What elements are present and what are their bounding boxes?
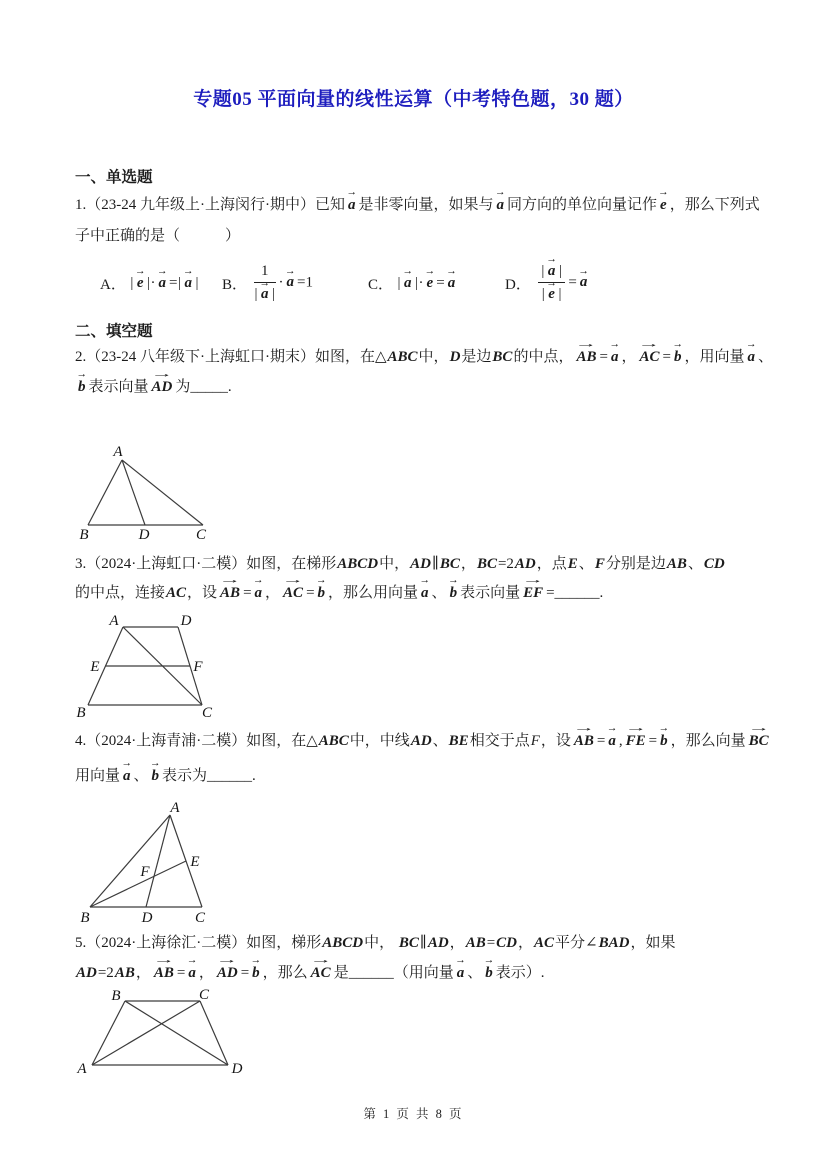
- question-1-line-2: 子中正确的是（ ）: [75, 228, 241, 244]
- question-1-line-1: 1.（23-24 九年级上·上海闵行·期中）已知 → a 是非零向量，如果与 → a 同方向的单位向量记作 → e ，那么下列式: [75, 186, 760, 213]
- svg-text:A: A: [109, 613, 119, 629]
- section-heading-single-choice: 一、单选题: [75, 169, 153, 186]
- svg-text:A: A: [113, 444, 123, 460]
- svg-text:D: D: [180, 613, 192, 629]
- question-2-line-2: → b 表示向量 → AD 为_____.: [76, 368, 232, 395]
- page-title: 专题05 平面向量的线性运算（中考特色题，30 题）: [193, 89, 634, 110]
- option-a: [100, 250, 199, 316]
- svg-text:F: F: [193, 659, 203, 675]
- svg-text:E: E: [190, 854, 200, 870]
- option-a-formula: | → e |· → a =| → a |: [130, 266, 199, 291]
- svg-text:C: C: [195, 527, 207, 543]
- diagram-q3-trapezoid-abcd-midline-ef: [78, 612, 216, 722]
- footer-page-number: 第 1 页 共 8 页: [363, 1107, 464, 1121]
- diagram-q2-triangle-abc-median-ad: [70, 440, 220, 545]
- question-5-line-2: AD=2AB， → AB = → a ， → AD = → b ，那么 → AC 是______（用向量 → a 、 → b 表示）.: [76, 954, 545, 981]
- diagram-q4-triangle-abc-medians-ad-be: [75, 795, 215, 927]
- option-b-label: B．: [222, 276, 248, 293]
- option-b: [222, 250, 313, 316]
- question-4-line-2: 用向量 → a 、 → b 表示为______.: [75, 757, 256, 784]
- svg-text:C: C: [194, 910, 206, 926]
- question-5-line-1: 5.（2024·上海徐汇·二模）如图，梯形ABCD中， BC∥AD，AB=CD，AC平分∠BAD，如果: [75, 935, 676, 951]
- svg-text:C: C: [198, 987, 210, 1003]
- option-b-formula: 1 | → a | · → a =1: [254, 262, 314, 302]
- section-heading-fill-blank: 二、填空题: [75, 323, 153, 340]
- svg-text:D: D: [141, 910, 153, 926]
- option-c-formula: | → a |· → e = → a: [397, 266, 457, 291]
- option-a-label: A．: [100, 276, 126, 293]
- svg-text:B: B: [76, 705, 86, 721]
- option-c-label: C．: [368, 276, 394, 293]
- svg-text:D: D: [138, 527, 150, 543]
- svg-text:F: F: [140, 864, 150, 880]
- svg-text:C: C: [201, 705, 213, 721]
- svg-text:A: A: [77, 1061, 87, 1077]
- option-c: [368, 250, 458, 316]
- svg-text:D: D: [231, 1061, 243, 1077]
- option-d-formula: | → a | | → e | = → a: [535, 263, 591, 304]
- question-4-line-1: 4.（2024·上海青浦·二模）如图，在△ABC中，中线AD、BE相交于点F，设 → AB = → a , → FE = → b ，那么向量 → BC: [75, 722, 770, 749]
- diagram-q5-trapezoid-abcd-diagonals: [72, 985, 247, 1080]
- question-1-options: [0, 250, 827, 316]
- svg-text:B: B: [111, 988, 121, 1004]
- svg-text:A: A: [170, 800, 180, 816]
- option-d-label: D．: [505, 276, 531, 293]
- question-3-line-2: 的中点，连接AC，设 → AB = → a ， → AC = → b ，那么用向量 → a 、 → b 表示向量 → EF =______.: [75, 574, 604, 601]
- question-2-line-1: 2.（23-24 八年级下·上海虹口·期末）如图，在△ABC中，D是边BC的中点， → AB = → a ， → AC = → b ，用向量 → a 、: [75, 338, 773, 365]
- question-3-line-1: 3.（2024·上海虹口·二模）如图，在梯形ABCD中，AD∥BC，BC=2AD，点E、F分别是边AB、CD: [75, 556, 725, 572]
- svg-text:B: B: [79, 527, 89, 543]
- svg-text:B: B: [80, 910, 90, 926]
- svg-text:E: E: [90, 659, 100, 675]
- option-d: [505, 250, 590, 316]
